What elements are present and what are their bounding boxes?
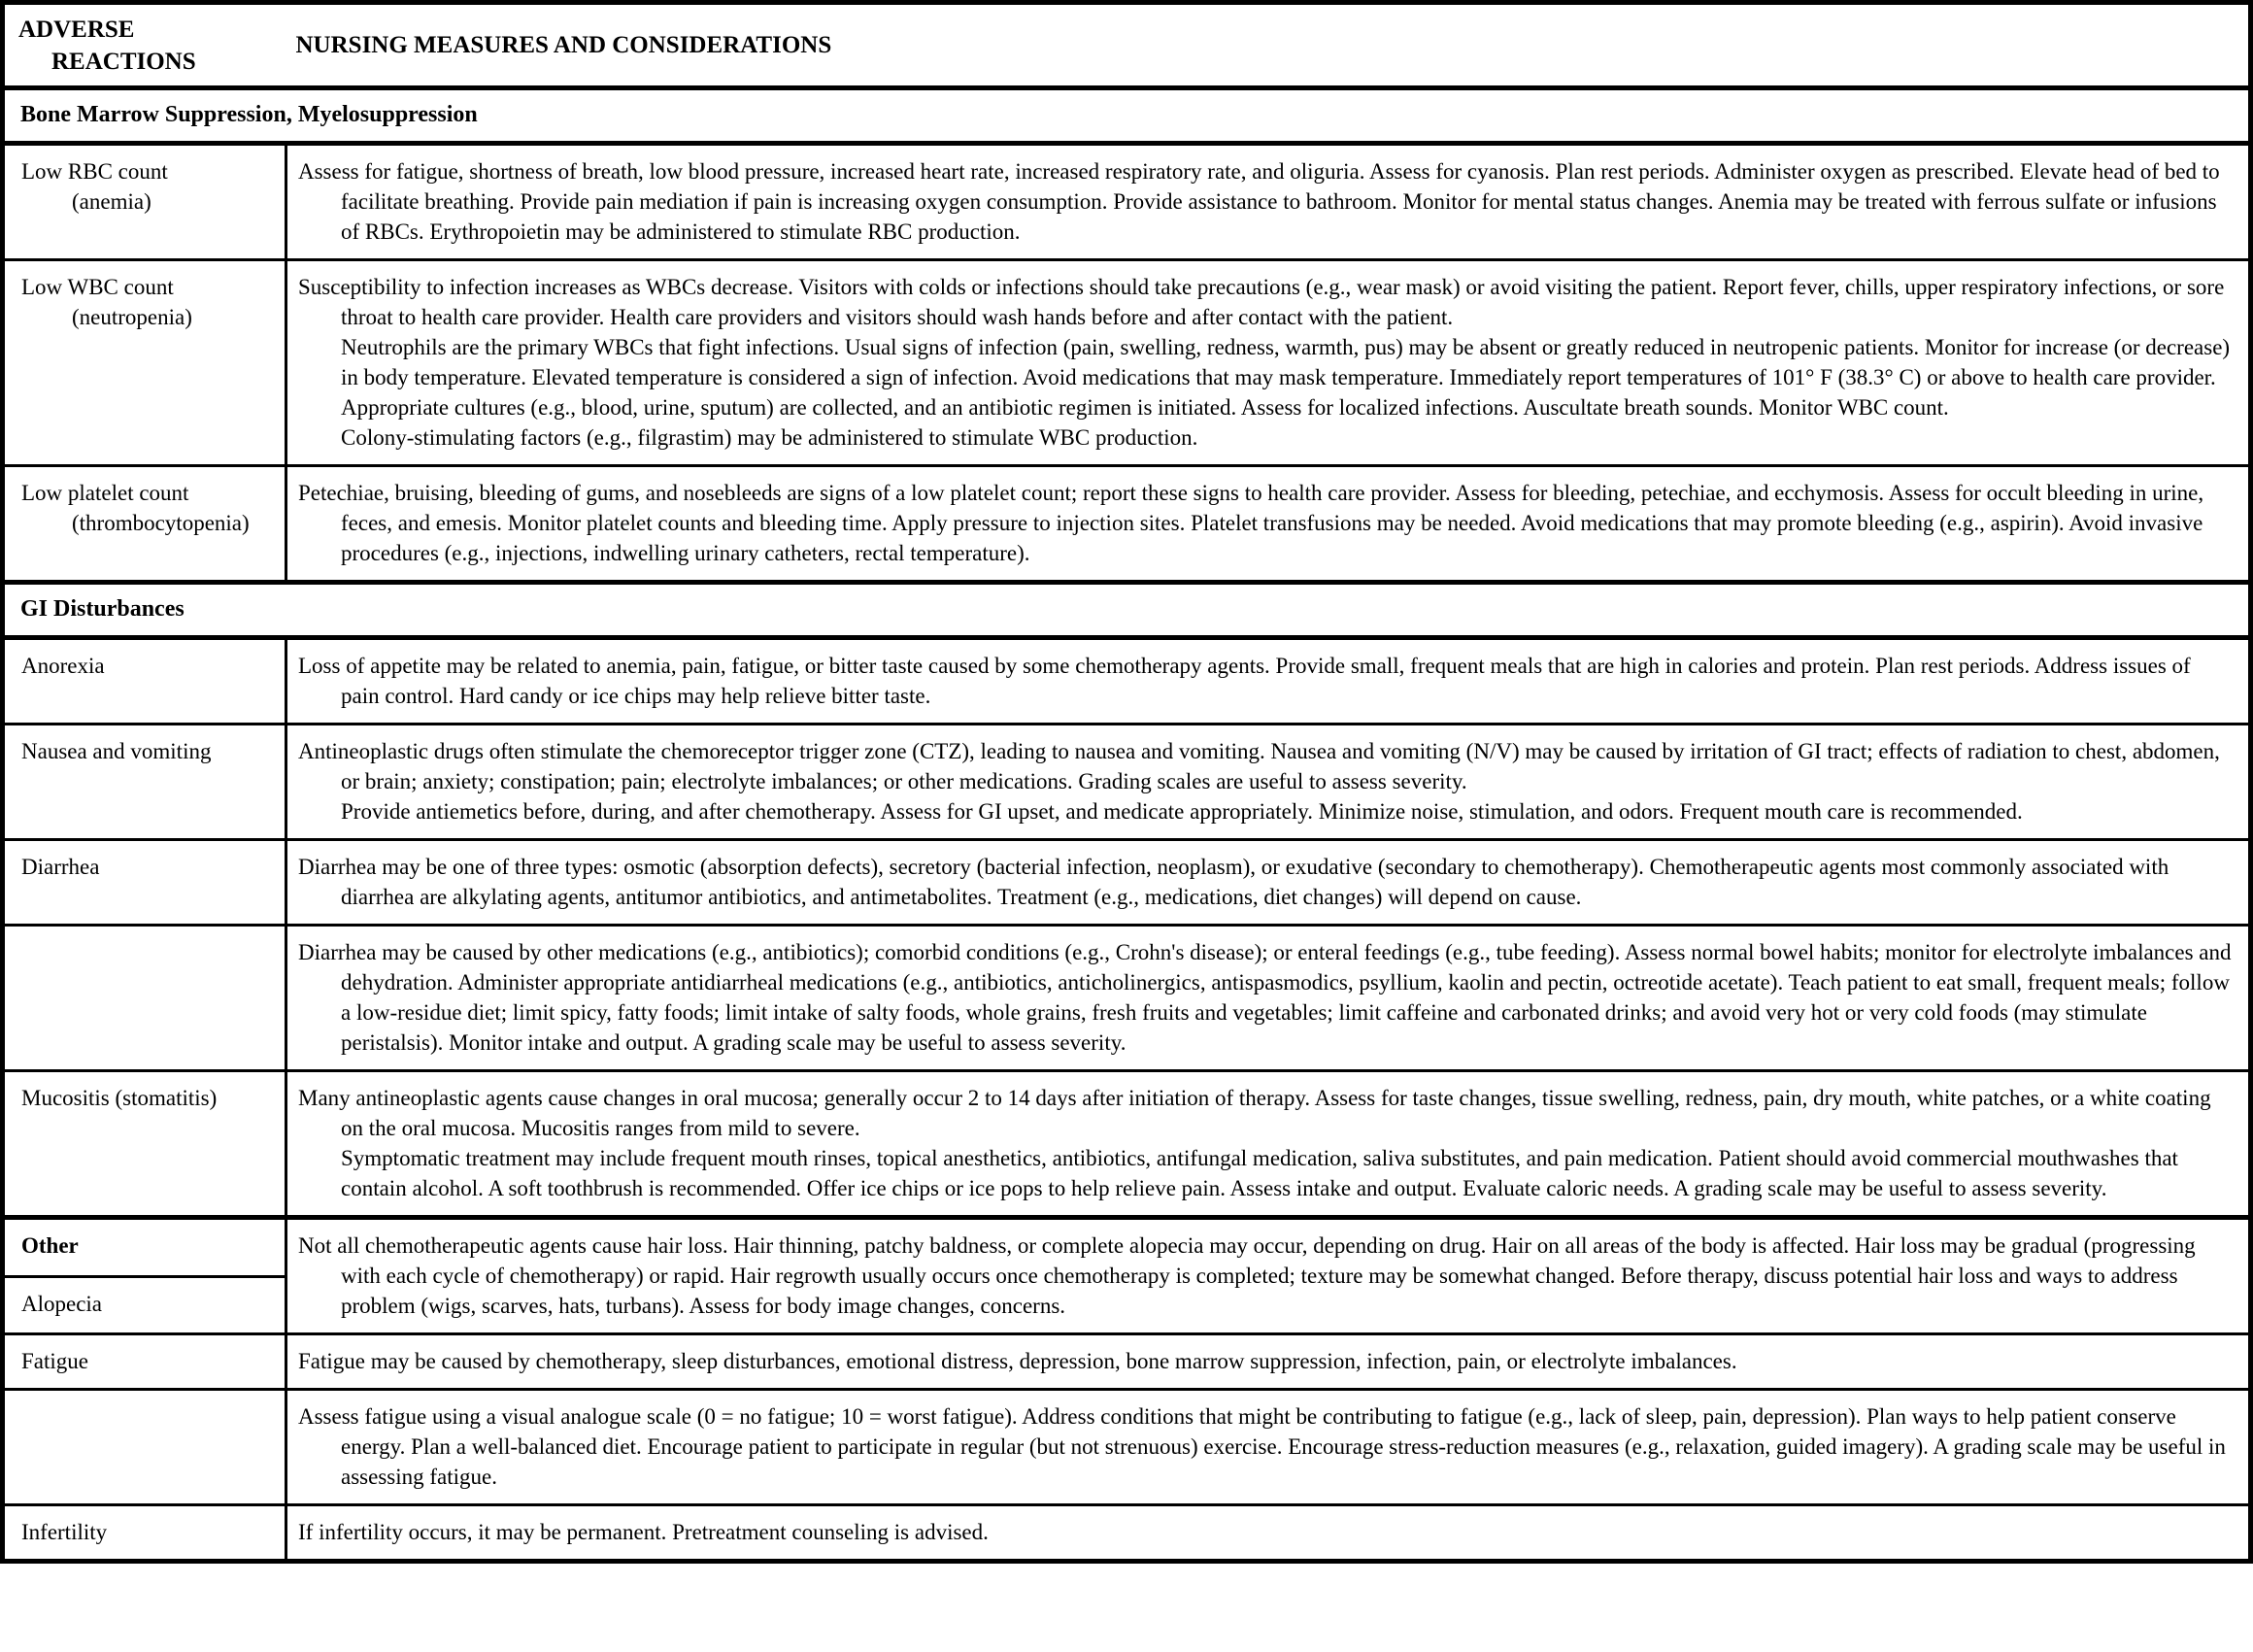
table-row <box>3 1071 2251 1218</box>
reaction-label: Mucositis (stomatitis) <box>21 1086 218 1110</box>
table-row <box>3 840 2251 926</box>
measure-paragraph: Neutrophils are the primary WBCs that fight infections. Usual signs of infection (pain, swelling, redness, warmth, pus) may be absent or greatly reduced in neutropenic patients. Monitor for increase (or decrease) in body temperature. Elevated temperature is considered a sign of infection. Avoid medications that may mask temperature. Immediately report temperatures of 101° F (38.3° C) or above to health care provider. Appropriate cultures (e.g., blood, urine, sputum) are collected, and an antibiotic regimen is initiated. Assess for localized infections. Auscultate breath sounds. Monitor WBC count. <box>341 335 2231 420</box>
measure-paragraph: Assess for fatigue, shortness of breath, low blood pressure, increased heart rate, increased respiratory rate, and oliguria. Assess for cyanosis. Plan rest periods. Administer oxygen as prescribed. Elevate head of bed to facilitate breathing. Provide pain mediation if pain is increasing oxygen consumption. Provide assistance to bathroom. Monitor for mental status changes. Anemia may be treated with ferrous sulfate or infusions of RBCs. Erythropoietin may be administered to stimulate RBC production. <box>298 159 2220 244</box>
reaction-sublabel: (anemia) <box>72 189 151 214</box>
table-row <box>3 926 2251 1071</box>
measures-cell <box>286 926 2251 1071</box>
measures-cell <box>286 1071 2251 1218</box>
measures-cell-alopecia <box>286 1218 2251 1334</box>
measure-paragraph: Assess fatigue using a visual analogue scale (0 = no fatigue; 10 = worst fatigue). Address conditions that might be contributing to fatigue (e.g., lack of sleep, pain, depression). Plan ways to help patient conserve energy. Plan a well-balanced diet. Encourage patient to participate in regular (but not strenuous) exercise. Encourage stress-reduction measures (e.g., relaxation, guided imagery). A grading scale may be useful in assessing fatigue. <box>298 1404 2226 1489</box>
reaction-label: Low platelet count <box>21 481 189 505</box>
table-row <box>3 1505 2251 1562</box>
measures-cell <box>286 1505 2251 1562</box>
reaction-label: Low WBC count <box>21 275 174 299</box>
reaction-label: Infertility <box>21 1520 108 1544</box>
table-row <box>3 725 2251 840</box>
reaction-cell-anorexia <box>3 638 286 725</box>
measure-paragraph: Symptomatic treatment may include frequent mouth rinses, topical anesthetics, antibiotics, antifungal medication, saliva substitutes, and pain medication. Patient should avoid commercial mouthwashes that contain alcohol. A soft toothbrush is recommended. Offer ice chips or ice pops to help relieve pain. Assess intake and output. Evaluate caloric needs. A grading scale may be useful to assess severity. <box>341 1146 2178 1200</box>
measures-cell <box>286 466 2251 583</box>
reaction-label: Low RBC count <box>21 159 168 184</box>
measures-cell <box>286 725 2251 840</box>
reaction-cell-low-platelet <box>3 466 286 583</box>
reaction-cell-mucositis <box>3 1071 286 1218</box>
column-header-nursing-measures: NURSING MEASURES AND CONSIDERATIONS <box>286 3 2251 88</box>
reaction-cell-low-rbc <box>3 144 286 260</box>
reaction-cell-diarrhea <box>3 840 286 926</box>
measure-paragraph: Diarrhea may be caused by other medications (e.g., antibiotics); comorbid conditions (e.g., Crohn's disease); or enteral feedings (e.g., tube feeding). Assess normal bowel habits; monitor for electrolyte imbalances and dehydration. Administer appropriate antidiarrheal medications (e.g., antibiotics, anticholinergics, antispasmodics, psyllium, kaolin and pectin, octreotide acetate). Teach patient to eat small, frequent meals; follow a low-residue diet; limit spicy, fatty foods; limit intake of salty foods, whole grains, fresh fruits and vegetables; limit caffeine and carbonated drinks; and avoid very hot or very cold foods (may stimulate peristalsis). Monitor intake and output. A grading scale may be useful to assess severity. <box>298 940 2232 1055</box>
reaction-cell-alopecia <box>3 1276 286 1333</box>
measures-cell <box>286 840 2251 926</box>
table-row <box>3 1390 2251 1505</box>
table-row <box>3 260 2251 466</box>
table-row <box>3 466 2251 583</box>
measure-paragraph: Susceptibility to infection increases as WBCs decrease. Visitors with colds or infections should take precautions (e.g., wear mask) or avoid visiting the patient. Report fever, chills, upper respiratory infections, or sore throat to health care provider. Health care providers and visitors should wash hands before and after contact with the patient. <box>298 275 2225 329</box>
reaction-label: Alopecia <box>21 1291 103 1316</box>
measure-paragraph: Diarrhea may be one of three types: osmotic (absorption defects), secretory (bacterial infection, neoplasm), or exudative (secondary to chemotherapy). Chemotherapeutic agents most commonly associated with diarrhea are alkylating agents, antitumor antibiotics, and antimetabolites. Treatment (e.g., medications, diet changes) will depend on cause. <box>298 855 2169 909</box>
measure-paragraph: Provide antiemetics before, during, and after chemotherapy. Assess for GI upset, and medicate appropriately. Minimize noise, stimulation, and odors. Frequent mouth care is recommended. <box>341 799 2023 824</box>
section-title-bone-marrow: Bone Marrow Suppression, Myelosuppression <box>3 88 2251 144</box>
reaction-label: Anorexia <box>21 654 105 678</box>
header-line: REACTIONS <box>51 49 196 75</box>
measure-paragraph: Colony-stimulating factors (e.g., filgrastim) may be administered to stimulate WBC production. <box>341 425 1198 450</box>
section-row-gi <box>3 583 2251 638</box>
measures-cell <box>286 260 2251 466</box>
table-header-row <box>3 3 2251 88</box>
reaction-label: Fatigue <box>21 1349 88 1373</box>
header-line: ADVERSE <box>18 17 135 43</box>
measure-paragraph: Many antineoplastic agents cause changes in oral mucosa; generally occur 2 to 14 days after initiation of therapy. Assess for taste changes, tissue swelling, redness, pain, dry mouth, white patches, or a white coating on the oral mucosa. Mucositis ranges from mild to severe. <box>298 1086 2211 1140</box>
table-row-other-header <box>3 1218 2251 1277</box>
reaction-sublabel: (neutropenia) <box>72 305 192 329</box>
measures-cell <box>286 638 2251 725</box>
section-row-bone-marrow <box>3 88 2251 144</box>
reaction-cell-low-wbc <box>3 260 286 466</box>
table-row <box>3 1334 2251 1390</box>
reaction-label: Nausea and vomiting <box>21 739 212 763</box>
measure-paragraph: Not all chemotherapeutic agents cause hair loss. Hair thinning, patchy baldness, or complete alopecia may occur, depending on drug. Hair on all areas of the body is affected. Hair loss may be gradual (progressing with each cycle of chemotherapy) or rapid. Hair regrowth usually occurs once chemotherapy is completed; texture may be somewhat changed. Before therapy, discuss potential hair loss and ways to address problem (wigs, scarves, hats, turbans). Assess for body image changes, concerns. <box>298 1233 2196 1318</box>
table-row <box>3 144 2251 260</box>
reaction-sublabel: (thrombocytopenia) <box>72 511 250 535</box>
measure-paragraph: Antineoplastic drugs often stimulate the chemoreceptor trigger zone (CTZ), leading to nausea and vomiting. Nausea and vomiting (N/V) may be caused by irritation of GI tract; effects of radiation to chest, abdomen, or brain; anxiety; constipation; pain; electrolyte imbalances; or other medications. Grading scales are useful to assess severity. <box>298 739 2220 793</box>
measures-cell <box>286 1390 2251 1505</box>
measure-paragraph: Fatigue may be caused by chemotherapy, sleep disturbances, emotional distress, depression, bone marrow suppression, infection, pain, or electrolyte imbalances. <box>298 1349 1737 1373</box>
measure-paragraph: Loss of appetite may be related to anemia, pain, fatigue, or bitter taste caused by some chemotherapy agents. Provide small, frequent meals that are high in calories and protein. Plan rest periods. Address issues of pain control. Hard candy or ice chips may help relieve bitter taste. <box>298 654 2191 708</box>
reaction-cell-infertility <box>3 1505 286 1562</box>
reaction-cell-empty <box>3 926 286 1071</box>
reaction-cell-empty <box>3 1390 286 1505</box>
section-title-other: Other <box>3 1218 286 1277</box>
measure-paragraph: Petechiae, bruising, bleeding of gums, and nosebleeds are signs of a low platelet count; report these signs to health care provider. Assess for bleeding, petechiae, and ecchymosis. Assess for occult bleeding in urine, feces, and emesis. Monitor platelet counts and bleeding time. Apply pressure to injection sites. Platelet transfusions may be needed. Avoid medications that may promote bleeding (e.g., aspirin). Avoid invasive procedures (e.g., injections, indwelling urinary catheters, rectal temperature). <box>298 481 2204 565</box>
reaction-label: Diarrhea <box>21 855 100 879</box>
measures-cell <box>286 144 2251 260</box>
reaction-cell-nausea-vomiting <box>3 725 286 840</box>
measure-paragraph: If infertility occurs, it may be permanent. Pretreatment counseling is advised. <box>298 1520 989 1544</box>
reaction-cell-fatigue <box>3 1334 286 1390</box>
measures-cell <box>286 1334 2251 1390</box>
table-row <box>3 638 2251 725</box>
column-header-adverse-reactions <box>3 3 286 88</box>
section-title-gi: GI Disturbances <box>3 583 2251 638</box>
